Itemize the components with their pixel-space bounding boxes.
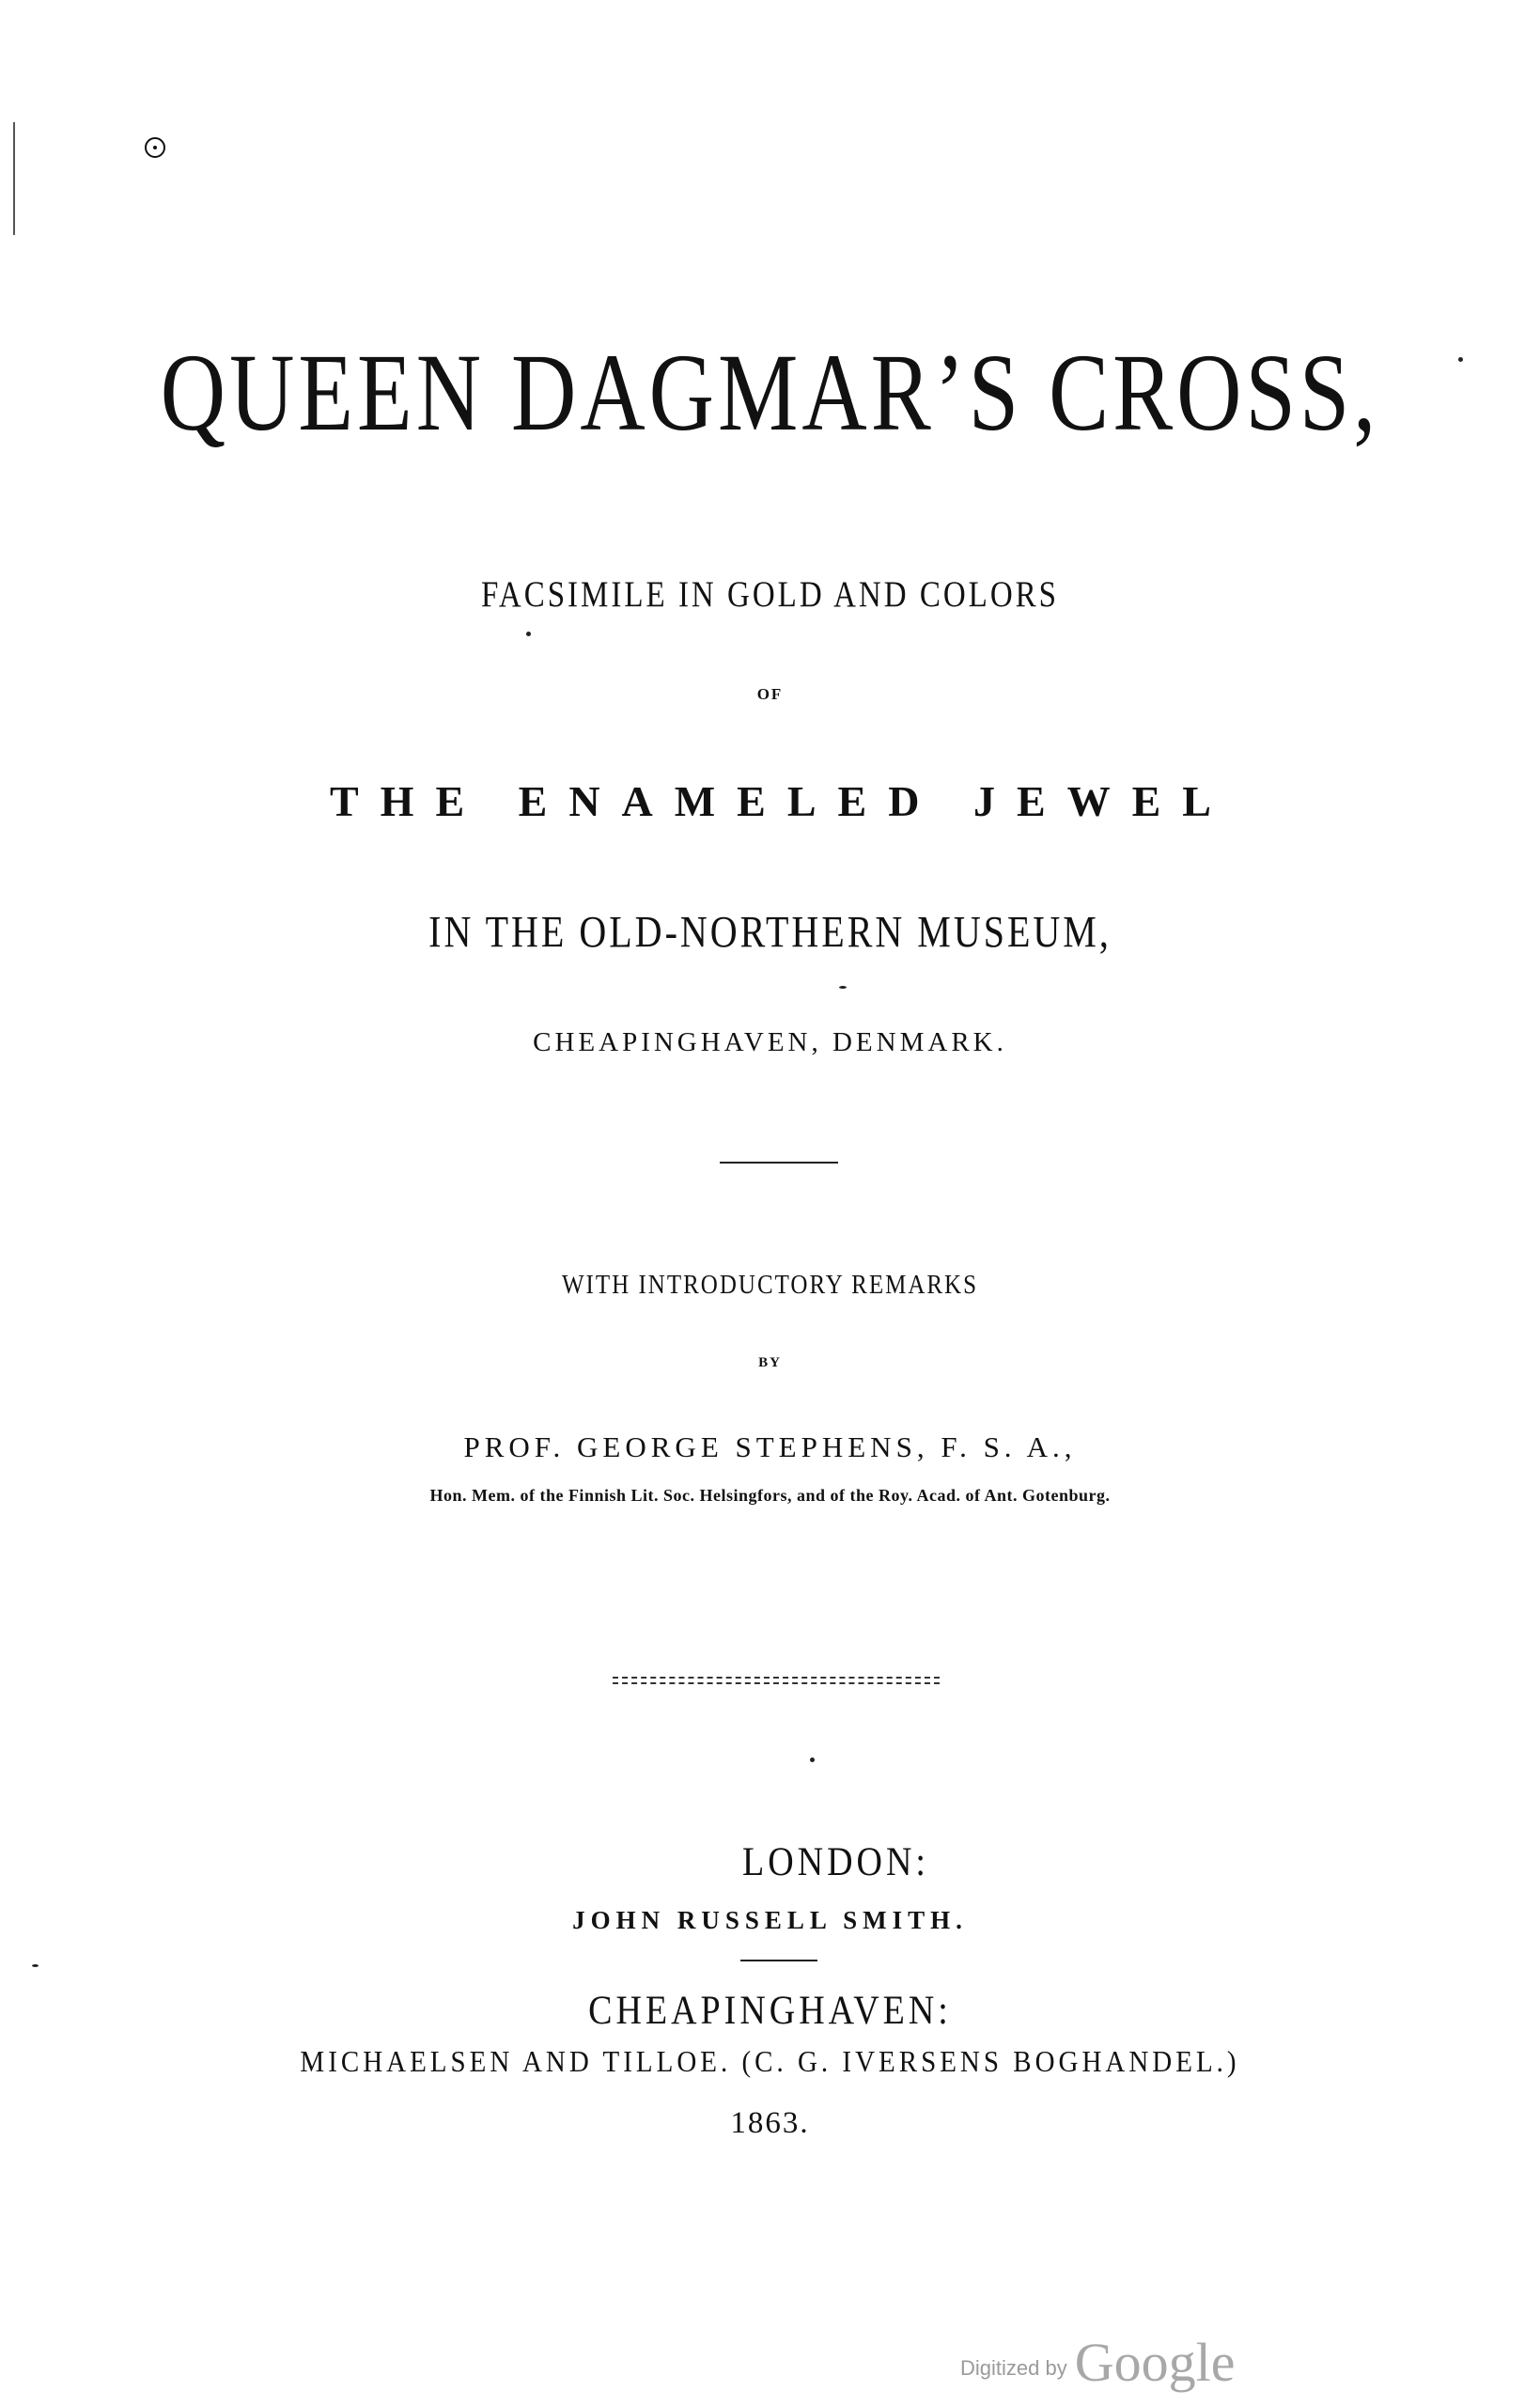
book-title: QUEEN DAGMAR’S CROSS, [160, 331, 1380, 454]
imprint-divider-rule [740, 1960, 817, 1961]
publication-year: 1863. [730, 2106, 810, 2140]
divider-rule [720, 1162, 838, 1164]
scan-speck [810, 1758, 815, 1762]
digitized-watermark [960, 2331, 1235, 2394]
imprint-cheapinghaven: CHEAPINGHAVEN: [588, 1987, 952, 2034]
ornamental-rule [613, 1677, 940, 1684]
scan-speck [526, 632, 531, 636]
google-logo: Google [1074, 2332, 1236, 2393]
scan-speck [32, 1964, 39, 1967]
object-name: THE ENAMELED JEWEL [330, 777, 1233, 825]
by-connector: BY [758, 1355, 782, 1370]
of-connector: OF [756, 685, 784, 703]
library-stamp-icon [145, 137, 165, 158]
imprint-london: LONDON: [742, 1838, 929, 1885]
remarks-line: WITH INTRODUCTORY REMARKS [561, 1270, 979, 1301]
book-subtitle: FACSIMILE IN GOLD AND COLORS [480, 574, 1060, 616]
scan-speck [1458, 357, 1463, 362]
museum-location: CHEAPINGHAVEN, DENMARK. [533, 1027, 1007, 1057]
scan-speck [839, 986, 847, 989]
watermark-prefix: Digitized by [960, 2356, 1067, 2380]
author-affiliations: Hon. Mem. of the Finnish Lit. Soc. Helsingfors, and of the Roy. Acad. of Ant. Gotenburg. [429, 1486, 1111, 1505]
imprint-cheapinghaven-publisher: MICHAELSEN AND TILLOE. (C. G. IVERSENS BOGHANDEL.) [300, 2045, 1240, 2079]
author-name: PROF. GEORGE STEPHENS, F. S. A., [463, 1430, 1077, 1463]
scan-edge-line [13, 122, 15, 235]
imprint-london-publisher: JOHN RUSSELL SMITH. [572, 1906, 968, 1934]
museum-name: IN THE OLD-NORTHERN MUSEUM, [428, 906, 1112, 958]
